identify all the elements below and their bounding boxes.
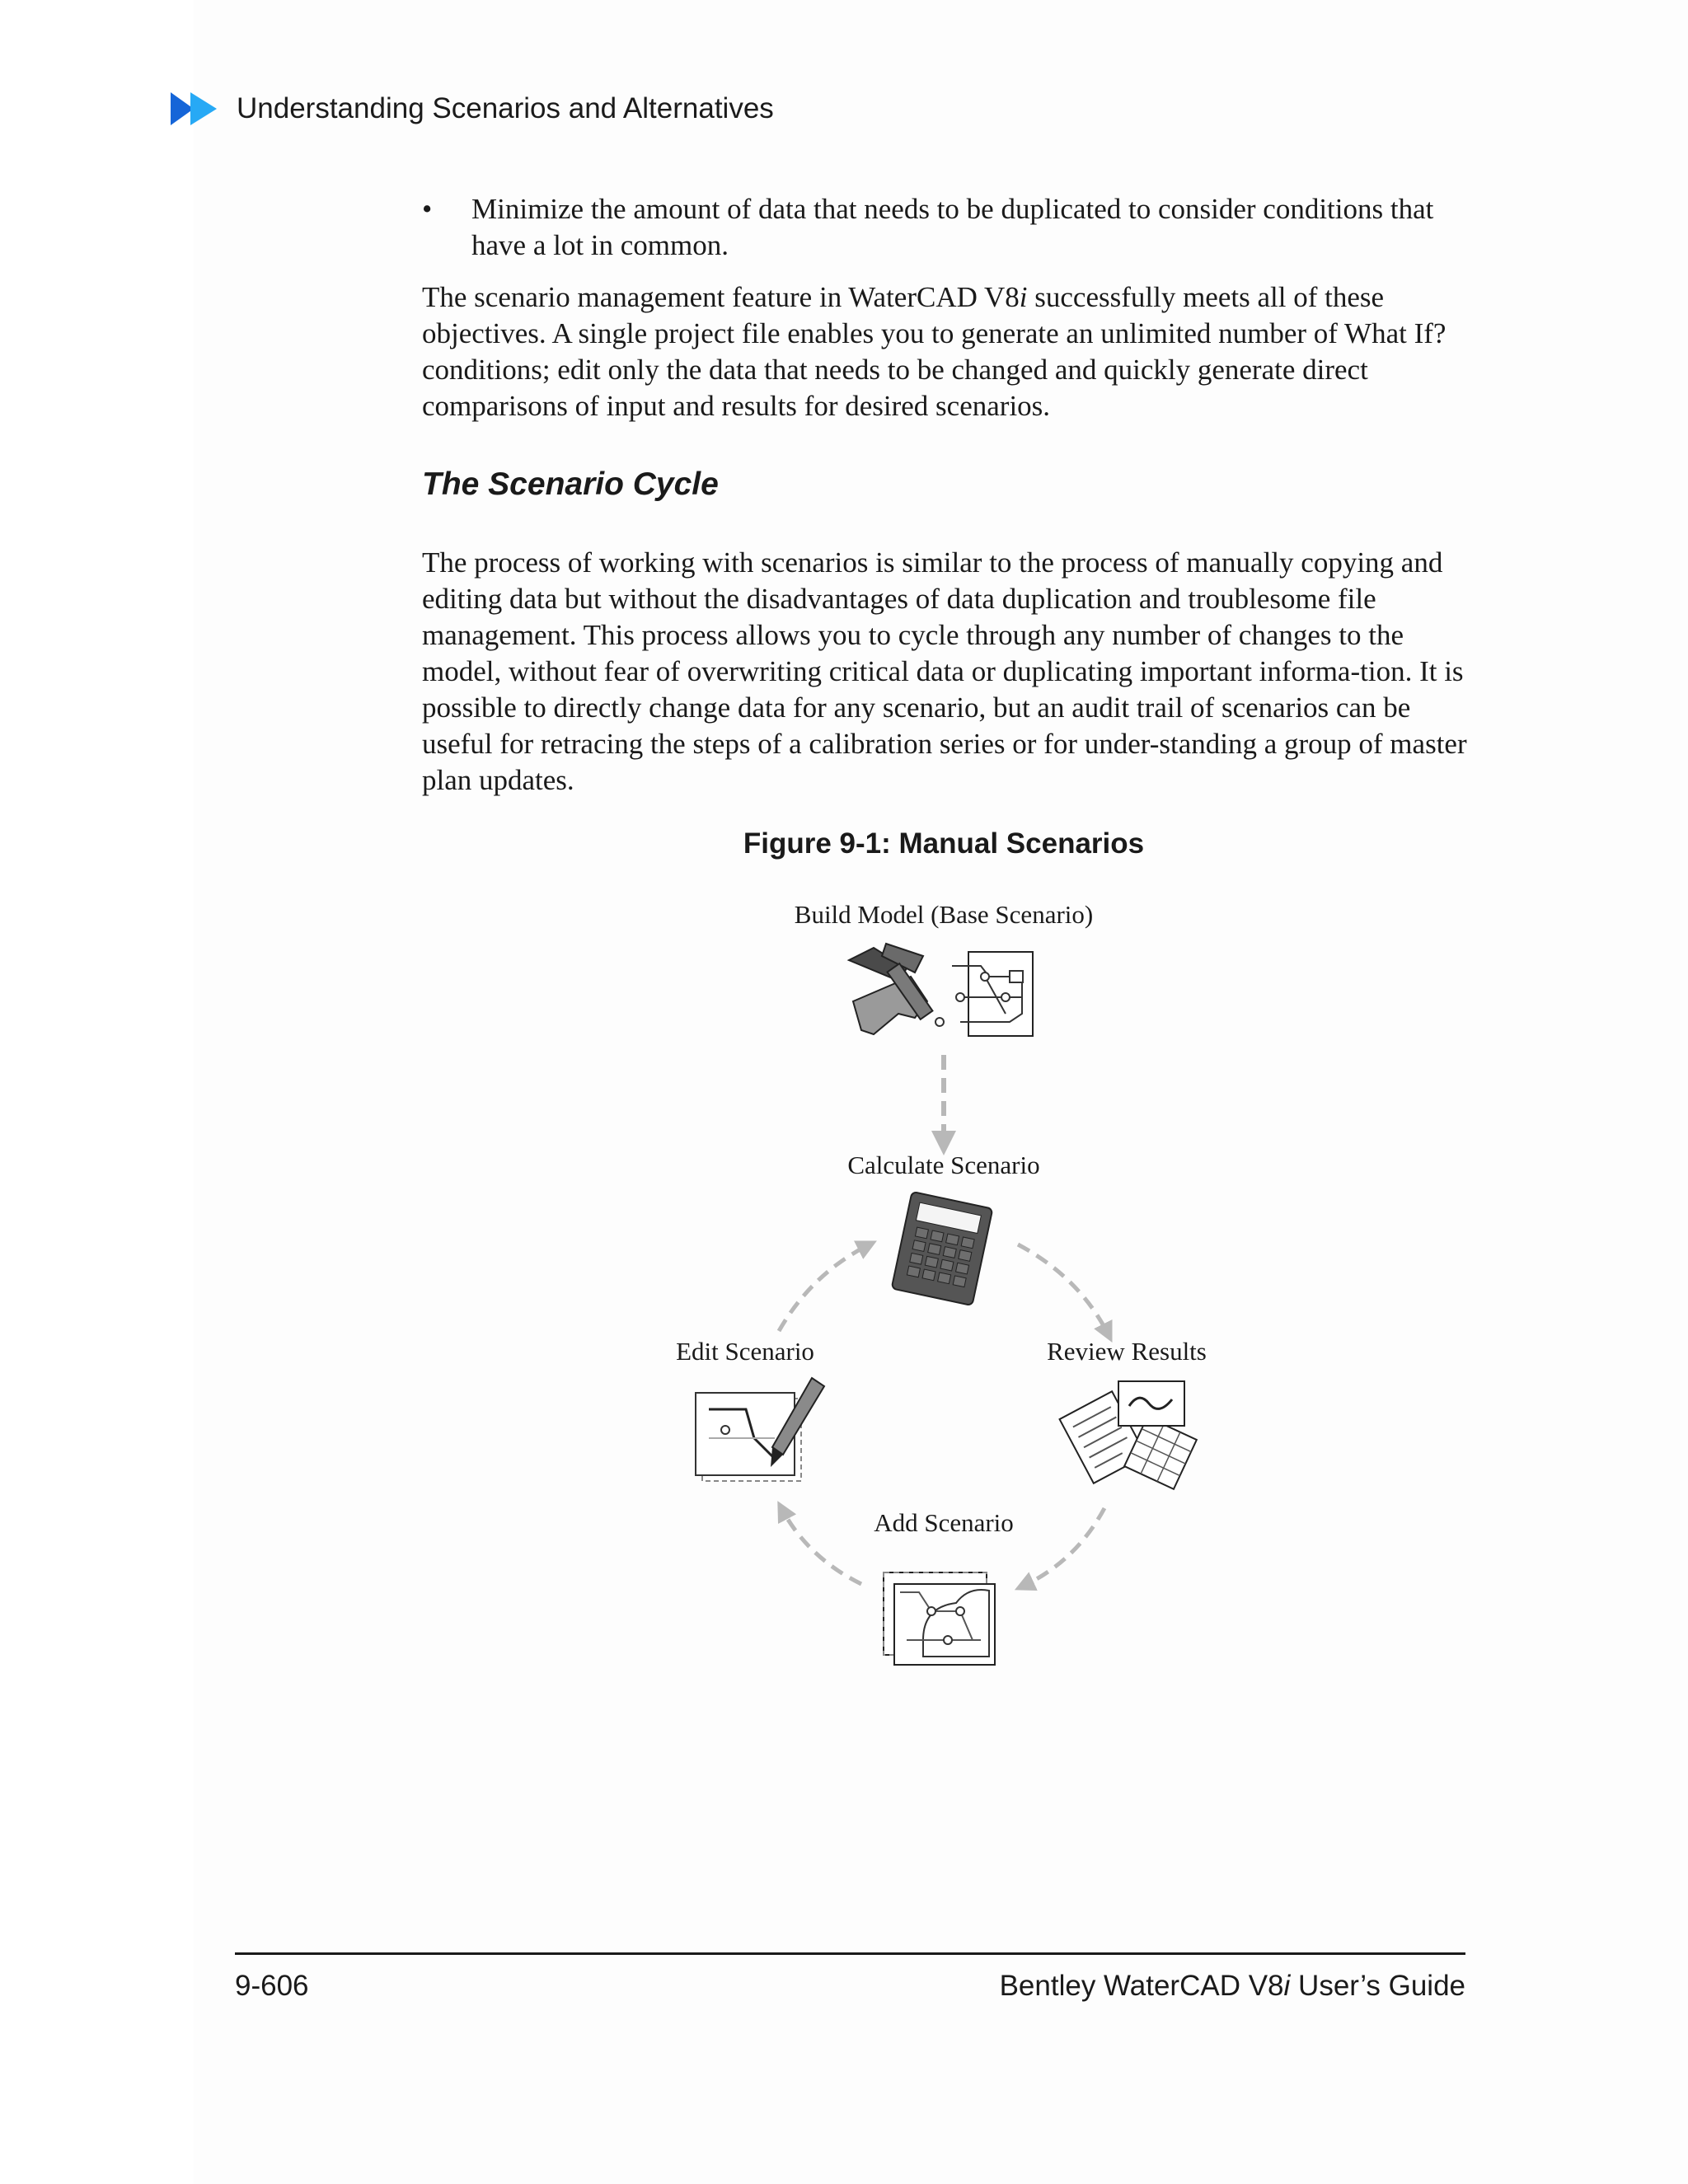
report-chart-icon — [1060, 1381, 1197, 1489]
intro-paragraph-start: The scenario management feature in WaterCAD V8 — [422, 281, 1020, 313]
scenario-cycle-paragraph: The process of working with scenarios is similar to the process of manually copying and editing data but without the disadvantages of data duplication and troublesome file management. This process allows you to cycle through any number of changes to the model, without fear of overwriting critical data or duplicating important informa-tion. It is possible to directly change data for any scenario, but an audit trail of scenarios can be useful for retracing the steps of a calibration series or for under-standing a group of master plan updates. — [422, 546, 1467, 796]
arrow-edit-to-calculate — [779, 1244, 870, 1331]
review-results-label: Review Results — [1047, 1337, 1207, 1366]
build-model-icon — [849, 944, 1033, 1036]
calculator-icon — [892, 1192, 993, 1305]
section-title: The Scenario Cycle — [422, 466, 719, 502]
arrow-calculate-to-review — [1018, 1244, 1109, 1335]
bullet-mark: • — [422, 193, 433, 225]
footer-rule — [235, 1952, 1465, 1955]
new-drawing-icon — [884, 1572, 995, 1665]
page-header — [169, 86, 774, 132]
arrow-add-to-edit — [781, 1508, 861, 1584]
bullet-item — [422, 191, 1467, 264]
intro-paragraph-end: successfully meets all of these objectives. A single project file enables you to generate an unlimited number of What If? conditions; edit only the data that needs to be changed and quickly generate direct comparisons of input and results for desired scenarios. — [422, 281, 1447, 422]
guide-title-italic: i — [1283, 1970, 1291, 2002]
page-margin — [0, 0, 194, 2184]
build-model-label: Build Model (Base Scenario) — [794, 900, 1094, 929]
intro-paragraph — [422, 279, 1467, 424]
intro-paragraph-italic: i — [1019, 281, 1028, 313]
header-title: Understanding Scenarios and Alternatives — [237, 92, 774, 124]
guide-title-start: Bentley WaterCAD V8 — [999, 1970, 1284, 2002]
bullet-text: Minimize the amount of data that needs to be duplicated to consider conditions that have a lot in common. — [471, 193, 1434, 261]
calculate-scenario-label: Calculate Scenario — [847, 1151, 1040, 1179]
page-number: 9-606 — [235, 1970, 309, 2002]
figure-caption: Figure 9-1: Manual Scenarios — [743, 827, 1145, 860]
edit-scenario-label: Edit Scenario — [676, 1337, 814, 1366]
arrow-review-to-add — [1022, 1508, 1104, 1586]
guide-title-end: User’s Guide — [1290, 1970, 1465, 2002]
guide-title — [1000, 1970, 1465, 2003]
add-scenario-label: Add Scenario — [874, 1508, 1014, 1537]
fast-forward-logo-icon — [169, 89, 222, 129]
pencil-drawing-icon — [696, 1378, 824, 1481]
